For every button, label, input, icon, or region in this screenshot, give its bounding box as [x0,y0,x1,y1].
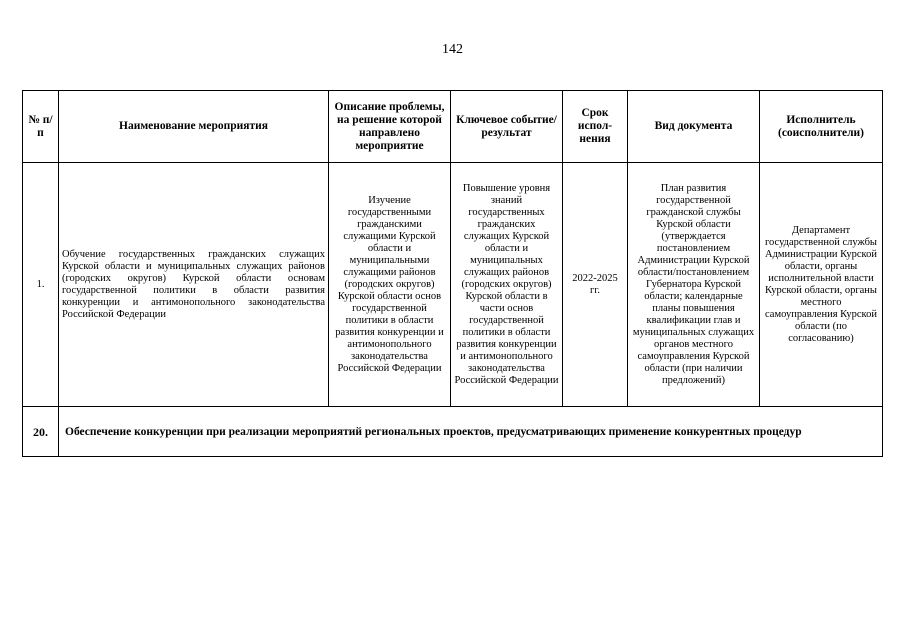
table-header-row [23,91,883,163]
row-problem: Изучение государственными гражданскими служащими Курской области и муниципальными служащими районов (городских округов) Курской области основ государственной политики в области развития конкуренции и антимонопольного законодательства Российской Федерации [329,163,451,407]
measures-table [22,90,883,457]
header-num: № п/п [23,91,59,163]
section-row [23,407,883,457]
row-doc: План развития государственной гражданской службы Курской области (утверждается постановлением Администрации Курской области/постановлением Губернатора Курской области; календарные планы повышения квалификации глав и муниципальных служащих органов местного самоуправления Курской области (при наличии предложений) [628,163,760,407]
header-executor: Исполнитель (соисполнители) [760,91,883,163]
row-term: 2022-2025 гг. [563,163,628,407]
header-doc: Вид документа [628,91,760,163]
table-row [23,163,883,407]
row-name: Обучение государственных гражданских служащих Курской области и муниципальных служащих районов (городских округов) Курской области основам государственной политики в области развития конкуренции и антимонопольного законодательства Российской Федерации [59,163,329,407]
header-name: Наименование мероприятия [59,91,329,163]
page-number: 142 [442,42,463,57]
header-term: Срок испол-нения [563,91,628,163]
row-executor: Департамент государственной службы Администрации Курской области, органы исполнительной власти Курской области, органы местного самоуправления Курской области (по согласованию) [760,163,883,407]
row-event: Повышение уровня знаний государственных гражданских служащих Курской области и муниципальных служащих районов (городских округов) Курской области в части основ государственной политики в области развития конкуренции и антимонопольного законодательства Российской Федерации [451,163,563,407]
row-num: 1. [23,163,59,407]
section-num: 20. [23,407,59,457]
section-title: Обеспечение конкуренции при реализации мероприятий региональных проектов, предусматривающих применение конкурентных процедур [59,407,883,457]
header-event: Ключевое событие/ результат [451,91,563,163]
header-problem: Описание проблемы, на решение которой направлено мероприятие [329,91,451,163]
